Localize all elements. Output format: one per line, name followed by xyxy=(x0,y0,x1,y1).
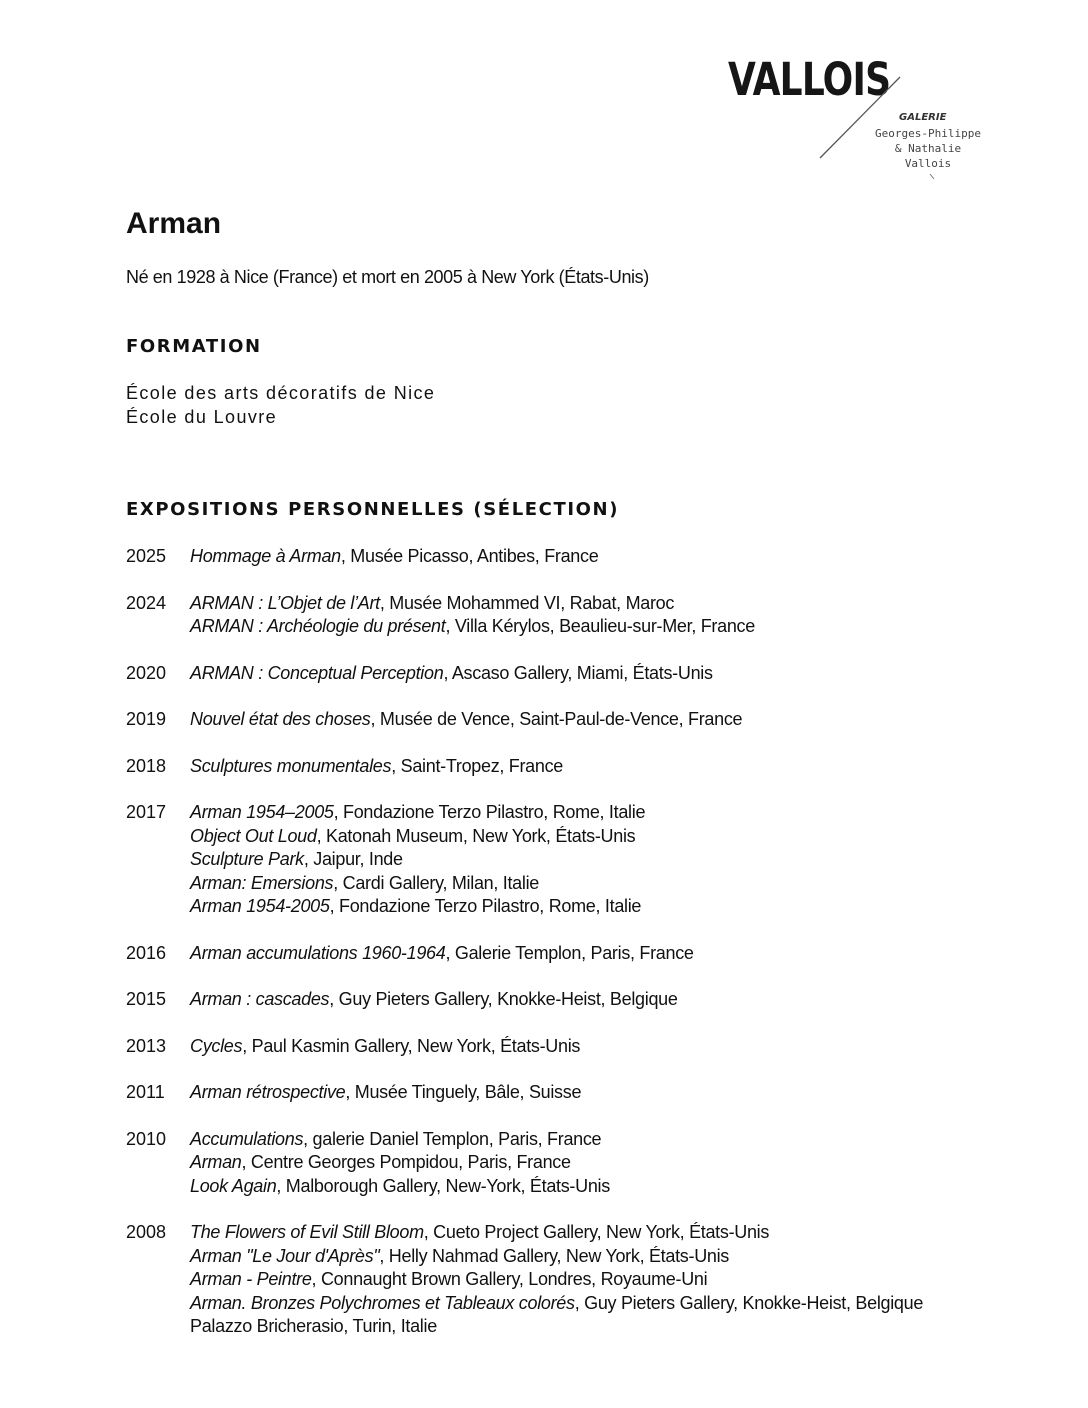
exhibition-venue: , Guy Pieters Gallery, Knokke-Heist, Belgique xyxy=(329,989,678,1009)
exhibition-title: ARMAN : Conceptual Perception xyxy=(190,662,444,683)
exhibition-entries xyxy=(190,662,713,686)
exhibition-venue: , Jaipur, Inde xyxy=(303,849,403,869)
exhibition-year-group xyxy=(126,801,1026,919)
exhibition-entries xyxy=(190,708,742,732)
exhibition-entries xyxy=(190,1221,923,1339)
exhibition-venue: , Katonah Museum, New York, États-Unis xyxy=(316,825,636,846)
logo-wordmark: VALLOIS xyxy=(728,53,891,106)
exhibition-entries xyxy=(190,1081,581,1105)
exhibition-title: Arman rétrospective xyxy=(190,1082,346,1102)
exhibition-year-group xyxy=(126,662,1026,686)
exhibition-venue: , Centre Georges Pompidou, Paris, France xyxy=(241,1152,571,1172)
exhibition-entries xyxy=(190,545,598,569)
exhibition-title: Cycles xyxy=(190,1035,243,1056)
exhibition-title: Accumulations xyxy=(190,1128,304,1149)
exhibition-entry xyxy=(190,1245,923,1269)
formation-item: École des arts décoratifs de Nice xyxy=(126,383,436,403)
exhibition-entry xyxy=(190,662,713,686)
exhibition-title: Arman 1954-2005 xyxy=(190,896,330,916)
exhibition-year: 2010 xyxy=(126,1128,167,1149)
exhibition-venue: , Musée Picasso, Antibes, France xyxy=(340,546,599,566)
exhibition-year: 2016 xyxy=(126,942,167,963)
gallery-logo xyxy=(728,55,998,190)
exhibition-venue: , Paul Kasmin Gallery, New York, États-Unis xyxy=(242,1035,581,1056)
exhibition-year-group xyxy=(126,755,1026,779)
exhibition-year: 2017 xyxy=(126,802,167,822)
exhibition-entry xyxy=(190,708,742,732)
exhibition-title: Arman : cascades xyxy=(190,989,330,1009)
exhibition-entry xyxy=(190,848,645,872)
exhibition-venue: , Cueto Project Gallery, New York, États-Unis xyxy=(423,1222,770,1242)
exhibition-entry xyxy=(190,801,645,825)
formation-item: École du Louvre xyxy=(126,407,278,427)
exhibition-title: Arman xyxy=(190,1152,242,1172)
logo-galerie-label: GALERIE xyxy=(899,112,947,123)
exhibition-entry xyxy=(190,1292,923,1316)
exhibition-venue: , Musée Tinguely, Bâle, Suisse xyxy=(345,1082,582,1102)
exhibition-venue: , Musée Mohammed VI, Rabat, Maroc xyxy=(379,592,675,613)
exhibition-entry xyxy=(190,1151,610,1175)
exhibition-entries xyxy=(190,942,694,966)
exhibition-title: Arman accumulations 1960-1964 xyxy=(190,942,446,963)
exhibition-year: 2019 xyxy=(126,709,167,729)
exhibition-entries xyxy=(190,801,645,919)
exhibition-year-group xyxy=(126,942,1026,966)
exhibition-title: Arman "Le Jour d'Après" xyxy=(190,1245,380,1266)
exhibition-entries xyxy=(190,1035,580,1059)
expositions-list xyxy=(126,545,1026,1362)
exhibition-entry xyxy=(190,1175,610,1199)
exhibition-entry xyxy=(190,1268,923,1292)
exhibition-venue: , Musée de Vence, Saint-Paul-de-Vence, France xyxy=(370,709,743,729)
exhibition-venue: Palazzo Bricherasio, Turin, Italie xyxy=(190,1316,437,1336)
exhibition-title: Hommage à Arman xyxy=(190,546,341,566)
exhibition-year: 2020 xyxy=(126,662,167,683)
exhibition-year-group xyxy=(126,1035,1026,1059)
exhibition-venue: , Galerie Templon, Paris, France xyxy=(445,942,694,963)
exhibition-title: Arman 1954–2005 xyxy=(190,802,334,822)
exhibition-year: 2013 xyxy=(126,1035,167,1056)
exhibition-year: 2018 xyxy=(126,755,167,776)
exhibition-entry xyxy=(190,895,645,919)
exhibition-title: Nouvel état des choses xyxy=(190,709,371,729)
exhibition-year: 2024 xyxy=(126,592,167,613)
exhibition-venue: , galerie Daniel Templon, Paris, France xyxy=(303,1128,602,1149)
exhibition-entry xyxy=(190,1128,610,1152)
exhibition-year: 2015 xyxy=(126,989,167,1009)
exhibition-year-group xyxy=(126,1081,1026,1105)
exhibition-title: Arman - Peintre xyxy=(190,1269,312,1289)
exhibition-venue: , Guy Pieters Gallery, Knokke-Heist, Belgique xyxy=(574,1292,924,1313)
exhibition-entries xyxy=(190,1128,610,1199)
exhibition-title: The Flowers of Evil Still Bloom xyxy=(190,1222,424,1242)
formation-heading: FORMATION xyxy=(126,336,262,357)
exhibition-title: ARMAN : L’Objet de l’Art xyxy=(190,592,380,613)
exhibition-title: Arman: Emersions xyxy=(190,872,334,893)
exhibition-title: Sculpture Park xyxy=(190,849,304,869)
exhibition-year: 2011 xyxy=(126,1082,165,1102)
exhibition-year: 2025 xyxy=(126,546,167,566)
exhibition-year-group xyxy=(126,988,1026,1012)
exhibition-entry xyxy=(190,988,678,1012)
exhibition-entry xyxy=(190,1081,581,1105)
exhibition-venue: , Helly Nahmad Gallery, New York, États-Unis xyxy=(379,1245,730,1266)
exhibition-year-group xyxy=(126,708,1026,732)
exhibition-entry xyxy=(190,545,598,569)
exhibition-entry xyxy=(190,1315,923,1339)
exhibition-year: 2008 xyxy=(126,1222,167,1242)
exhibition-venue: , Villa Kérylos, Beaulieu-sur-Mer, France xyxy=(445,616,755,636)
artist-bio: Né en 1928 à Nice (France) et mort en 2005 à New York (États-Unis) xyxy=(126,267,649,287)
exhibition-title: Object Out Loud xyxy=(190,825,317,846)
exhibition-year-group xyxy=(126,1128,1026,1199)
exhibition-entries xyxy=(190,988,678,1012)
exhibition-entry xyxy=(190,825,645,849)
exhibition-entry xyxy=(190,1221,923,1245)
exhibition-venue: , Ascaso Gallery, Miami, États-Unis xyxy=(443,662,713,683)
exhibition-entry xyxy=(190,942,694,966)
exhibition-entry xyxy=(190,615,755,639)
exhibition-venue: , Fondazione Terzo Pilastro, Rome, Italie xyxy=(333,802,646,822)
exhibition-venue: , Malborough Gallery, New-York, États-Unis xyxy=(276,1175,610,1196)
exhibition-title: Arman. Bronzes Polychromes et Tableaux colorés xyxy=(190,1292,575,1313)
exhibition-entry xyxy=(190,592,755,616)
artist-name: Arman xyxy=(126,207,222,240)
exhibition-venue: , Fondazione Terzo Pilastro, Rome, Italie xyxy=(329,896,642,916)
exhibition-venue: , Connaught Brown Gallery, Londres, Royaume-Uni xyxy=(311,1269,708,1289)
exhibition-entries xyxy=(190,592,755,639)
expositions-heading: EXPOSITIONS PERSONNELLES (SÉLECTION) xyxy=(126,499,620,520)
exhibition-title: ARMAN : Archéologie du présent xyxy=(190,616,446,636)
exhibition-year-group xyxy=(126,545,1026,569)
exhibition-venue: , Saint-Tropez, France xyxy=(391,755,564,776)
formation-list xyxy=(126,381,435,429)
exhibition-title: Look Again xyxy=(190,1175,277,1196)
exhibition-entry xyxy=(190,755,563,779)
exhibition-entry xyxy=(190,872,645,896)
exhibition-year-group xyxy=(126,1221,1026,1339)
exhibition-entry xyxy=(190,1035,580,1059)
exhibition-venue: , Cardi Gallery, Milan, Italie xyxy=(333,872,539,893)
exhibition-entries xyxy=(190,755,563,779)
exhibition-title: Sculptures monumentales xyxy=(190,755,392,776)
exhibition-year-group xyxy=(126,592,1026,639)
logo-owner-names: Georges-Philippe & Nathalie Vallois xyxy=(875,127,981,170)
